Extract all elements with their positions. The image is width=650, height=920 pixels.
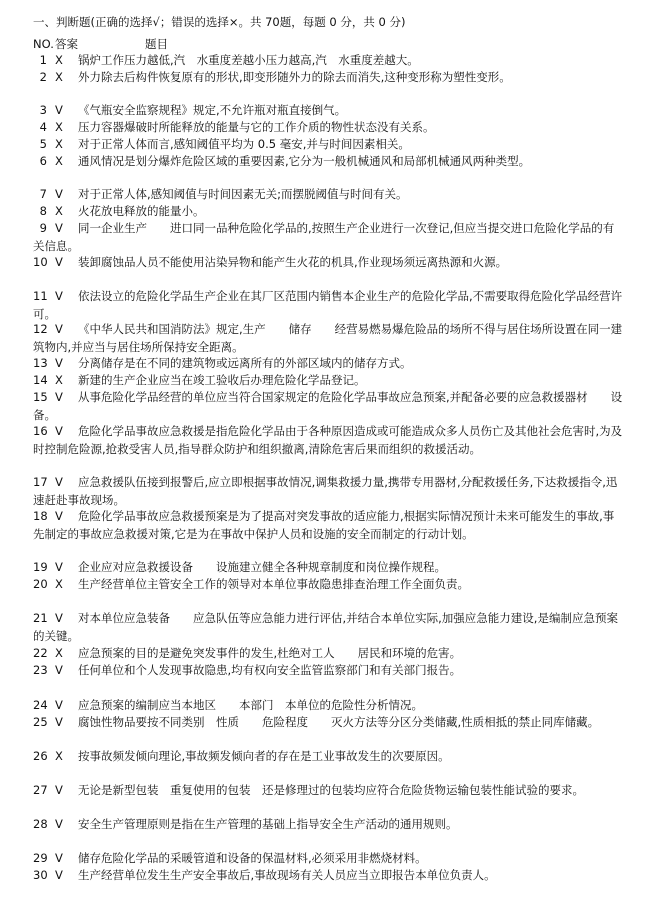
question-text-continuation: 速赶赴事故现场。 bbox=[33, 492, 125, 507]
question-number: 7 bbox=[39, 187, 47, 201]
question-text: 装卸腐蚀品人员不能使用沾染异物和能产生火花的机具,作业现场须远离热源和火源。 bbox=[78, 255, 508, 269]
question-number: 16 bbox=[33, 424, 48, 438]
question-text: 对本单位应急装备 应急队伍等应急能力进行评估,并结合本单位实际,加强应急能力建设,是编制应急预案 bbox=[78, 611, 618, 625]
question-number: 21 bbox=[33, 611, 48, 625]
question-answer: X bbox=[55, 577, 63, 591]
question-row bbox=[33, 610, 628, 645]
question-text: 火花放电释放的能量小。 bbox=[78, 204, 205, 218]
question-number: 6 bbox=[39, 154, 47, 168]
question-text: 危险化学品事故应急救援是指危险化学品由于各种原因造成或可能造成众多人员伤亡及其他社会危害时,为及 bbox=[78, 424, 623, 438]
question-row bbox=[33, 850, 628, 868]
question-text: 应急预案的目的是避免突发事件的发生,杜绝对工人 居民和环境的危害。 bbox=[78, 646, 462, 660]
question-number: 11 bbox=[33, 289, 48, 303]
question-text: 危险化学品事故应急救援预案是为了提高对突发事故的适应能力,根据实际情况预计未来可能发生的事故,事 bbox=[78, 509, 615, 523]
question-answer: X bbox=[55, 120, 63, 134]
question-text: 任何单位和个人发现事故隐患,均有权向安全监管监察部门和有关部门报告。 bbox=[78, 663, 462, 677]
question-row bbox=[33, 186, 628, 204]
question-text: 外力除去后构件恢复原有的形状,即变形随外力的除去而消失,这种变形称为塑性变形。 bbox=[78, 70, 511, 84]
question-text: 应急救援队伍接到报警后,应立即根据事故情况,调集救援力量,携带专用器材,分配救援任务,下达救援指令,迅 bbox=[78, 475, 618, 489]
question-text: 对于正常人体,感知阈值与时间因素无关;而摆脱阈值与时间有关。 bbox=[78, 187, 408, 201]
question-number: 29 bbox=[33, 851, 48, 865]
question-text-continuation: 的关键。 bbox=[33, 628, 79, 643]
question-row bbox=[33, 423, 628, 458]
column-no: NO. bbox=[33, 37, 54, 51]
question-answer: X bbox=[55, 204, 63, 218]
question-row bbox=[33, 372, 628, 390]
question-text: 生产经营单位主管安全工作的领导对本单位事故隐患排查治理工作全面负责。 bbox=[78, 577, 469, 591]
question-text-continuation: 时控制危险源,抢救受害人员,指导群众防护和组织撤离,清除危害后果而组织的救援活动。 bbox=[33, 441, 481, 456]
question-answer: V bbox=[55, 255, 63, 269]
question-number: 15 bbox=[33, 390, 48, 404]
question-answer: V bbox=[55, 424, 63, 438]
question-row bbox=[33, 559, 628, 577]
question-row bbox=[33, 782, 628, 800]
question-row bbox=[33, 748, 628, 766]
question-answer: V bbox=[55, 390, 63, 404]
question-number: 8 bbox=[39, 204, 47, 218]
question-number: 1 bbox=[39, 53, 47, 67]
question-row bbox=[33, 102, 628, 120]
question-row bbox=[33, 697, 628, 715]
question-answer: V bbox=[55, 356, 63, 370]
question-text-continuation: 可。 bbox=[33, 306, 56, 321]
question-answer: V bbox=[55, 509, 63, 523]
question-answer: X bbox=[55, 53, 63, 67]
question-text: 依法设立的危险化学品生产企业在其厂区范围内销售本企业生产的危险化学品,不需要取得危险化学品经营许 bbox=[78, 289, 623, 303]
question-answer: V bbox=[55, 103, 63, 117]
question-number: 3 bbox=[39, 103, 47, 117]
question-row bbox=[33, 816, 628, 834]
question-answer: X bbox=[55, 373, 63, 387]
question-text: 压力容器爆破时所能释放的能量与它的工作介质的物性状态没有关系。 bbox=[78, 120, 435, 134]
section-header: 一、判断题(正确的选择√；错误的选择×。共 70题，每题 0 分，共 0 分) bbox=[33, 15, 406, 29]
question-number: 5 bbox=[39, 137, 47, 151]
question-row bbox=[33, 288, 628, 323]
question-text: 《气瓶安全监察规程》规定,不允许瓶对瓶直接倒气。 bbox=[78, 103, 347, 117]
question-number: 30 bbox=[33, 868, 48, 882]
question-answer: V bbox=[55, 187, 63, 201]
question-number: 25 bbox=[33, 715, 48, 729]
question-text: 储存危险化学品的采暖管道和设备的保温材料,必须采用非燃烧材料。 bbox=[78, 851, 427, 865]
question-answer: V bbox=[55, 783, 63, 797]
question-text: 《中华人民共和国消防法》规定,生产 储存 经营易燃易爆危险品的场所不得与居住场所设置在同一建 bbox=[78, 322, 623, 336]
question-number: 12 bbox=[33, 322, 48, 336]
question-text: 锅炉工作压力越低,汽 水重度差越小压力越高,汽 水重度差越大。 bbox=[78, 53, 419, 67]
question-number: 23 bbox=[33, 663, 48, 677]
question-number: 14 bbox=[33, 373, 48, 387]
question-row bbox=[33, 355, 628, 373]
question-text-continuation: 关信息。 bbox=[33, 238, 79, 253]
question-text: 同一企业生产 进口同一品种危险化学品的,按照生产企业进行一次登记,但应当提交进口危险化学品的有 bbox=[78, 221, 615, 235]
column-answer: 答案 bbox=[55, 37, 78, 51]
question-number: 22 bbox=[33, 646, 48, 660]
question-answer: X bbox=[55, 70, 63, 84]
question-text: 应急预案的编制应当本地区 本部门 本单位的危险性分析情况。 bbox=[78, 698, 423, 712]
question-row bbox=[33, 474, 628, 509]
question-row bbox=[33, 52, 628, 70]
question-text: 分离储存是在不同的建筑物或远离所有的外部区域内的储存方式。 bbox=[78, 356, 412, 370]
question-answer: V bbox=[55, 221, 63, 235]
question-row bbox=[33, 508, 628, 543]
question-answer: V bbox=[55, 851, 63, 865]
question-number: 18 bbox=[33, 509, 48, 523]
question-row bbox=[33, 714, 628, 732]
question-row bbox=[33, 576, 628, 594]
question-answer: V bbox=[55, 560, 63, 574]
question-answer: X bbox=[55, 137, 63, 151]
question-answer: V bbox=[55, 698, 63, 712]
question-number: 24 bbox=[33, 698, 48, 712]
question-answer: X bbox=[55, 154, 63, 168]
question-number: 19 bbox=[33, 560, 48, 574]
question-number: 27 bbox=[33, 783, 48, 797]
question-answer: V bbox=[55, 715, 63, 729]
question-text: 新建的生产企业应当在竣工验收后办理危险化学品登记。 bbox=[78, 373, 366, 387]
question-text: 通风情况是划分爆炸危险区域的重要因素,它分为一般机械通风和局部机械通风两种类型。 bbox=[78, 154, 531, 168]
question-text: 按事故频发倾向理论,事故频发倾向者的存在是工业事故发生的次要原因。 bbox=[78, 749, 450, 763]
question-number: 13 bbox=[33, 356, 48, 370]
question-number: 26 bbox=[33, 749, 48, 763]
question-row bbox=[33, 321, 628, 356]
question-answer: V bbox=[55, 289, 63, 303]
question-text: 企业应对应急救援设备 设施建立健全各种规章制度和岗位操作规程。 bbox=[78, 560, 446, 574]
question-text: 腐蚀性物品要按不同类别 性质 危险程度 灭火方法等分区分类储藏,性质相抵的禁止同库储藏。 bbox=[78, 715, 600, 729]
question-number: 9 bbox=[39, 221, 47, 235]
question-row bbox=[33, 119, 628, 137]
question-row bbox=[33, 153, 628, 171]
question-text: 安全生产管理原则是指在生产管理的基础上指导安全生产活动的通用规则。 bbox=[78, 817, 458, 831]
question-answer: V bbox=[55, 611, 63, 625]
question-text-continuation: 备。 bbox=[33, 407, 56, 422]
question-text: 从事危险化学品经营的单位应当符合国家规定的危险化学品事故应急预案,并配备必要的应急救援器材 设 bbox=[78, 390, 623, 404]
question-text: 无论是新型包装 重复使用的包装 还是修理过的包装均应符合危险货物运输包装性能试验的要求。 bbox=[78, 783, 584, 797]
question-number: 10 bbox=[33, 255, 48, 269]
question-answer: X bbox=[55, 749, 63, 763]
question-row bbox=[33, 220, 628, 255]
question-number: 20 bbox=[33, 577, 48, 591]
question-row bbox=[33, 662, 628, 680]
question-row bbox=[33, 203, 628, 221]
question-text-continuation: 筑物内,并应当与居住场所保持安全距离。 bbox=[33, 339, 244, 354]
question-number: 4 bbox=[39, 120, 47, 134]
question-answer: V bbox=[55, 322, 63, 336]
question-row bbox=[33, 389, 628, 424]
question-text: 对于正常人体而言,感知阈值平均为 0.5 毫安,并与时间因素相关。 bbox=[78, 137, 410, 151]
question-answer: V bbox=[55, 475, 63, 489]
question-number: 17 bbox=[33, 475, 48, 489]
question-answer: V bbox=[55, 868, 63, 882]
question-row bbox=[33, 867, 628, 885]
question-row bbox=[33, 645, 628, 663]
question-answer: V bbox=[55, 663, 63, 677]
question-number: 28 bbox=[33, 817, 48, 831]
question-answer: V bbox=[55, 817, 63, 831]
question-row bbox=[33, 69, 628, 87]
question-text: 生产经营单位发生生产安全事故后,事故现场有关人员应当立即报告本单位负责人。 bbox=[78, 868, 496, 882]
column-question: 题目 bbox=[145, 37, 168, 51]
question-answer: X bbox=[55, 646, 63, 660]
question-number: 2 bbox=[39, 70, 47, 84]
question-row bbox=[33, 136, 628, 154]
question-row bbox=[33, 254, 628, 272]
question-text-continuation: 先制定的事故应急救援对策,它是为在事故中保护人员和设施的安全而制定的行动计划。 bbox=[33, 526, 474, 541]
